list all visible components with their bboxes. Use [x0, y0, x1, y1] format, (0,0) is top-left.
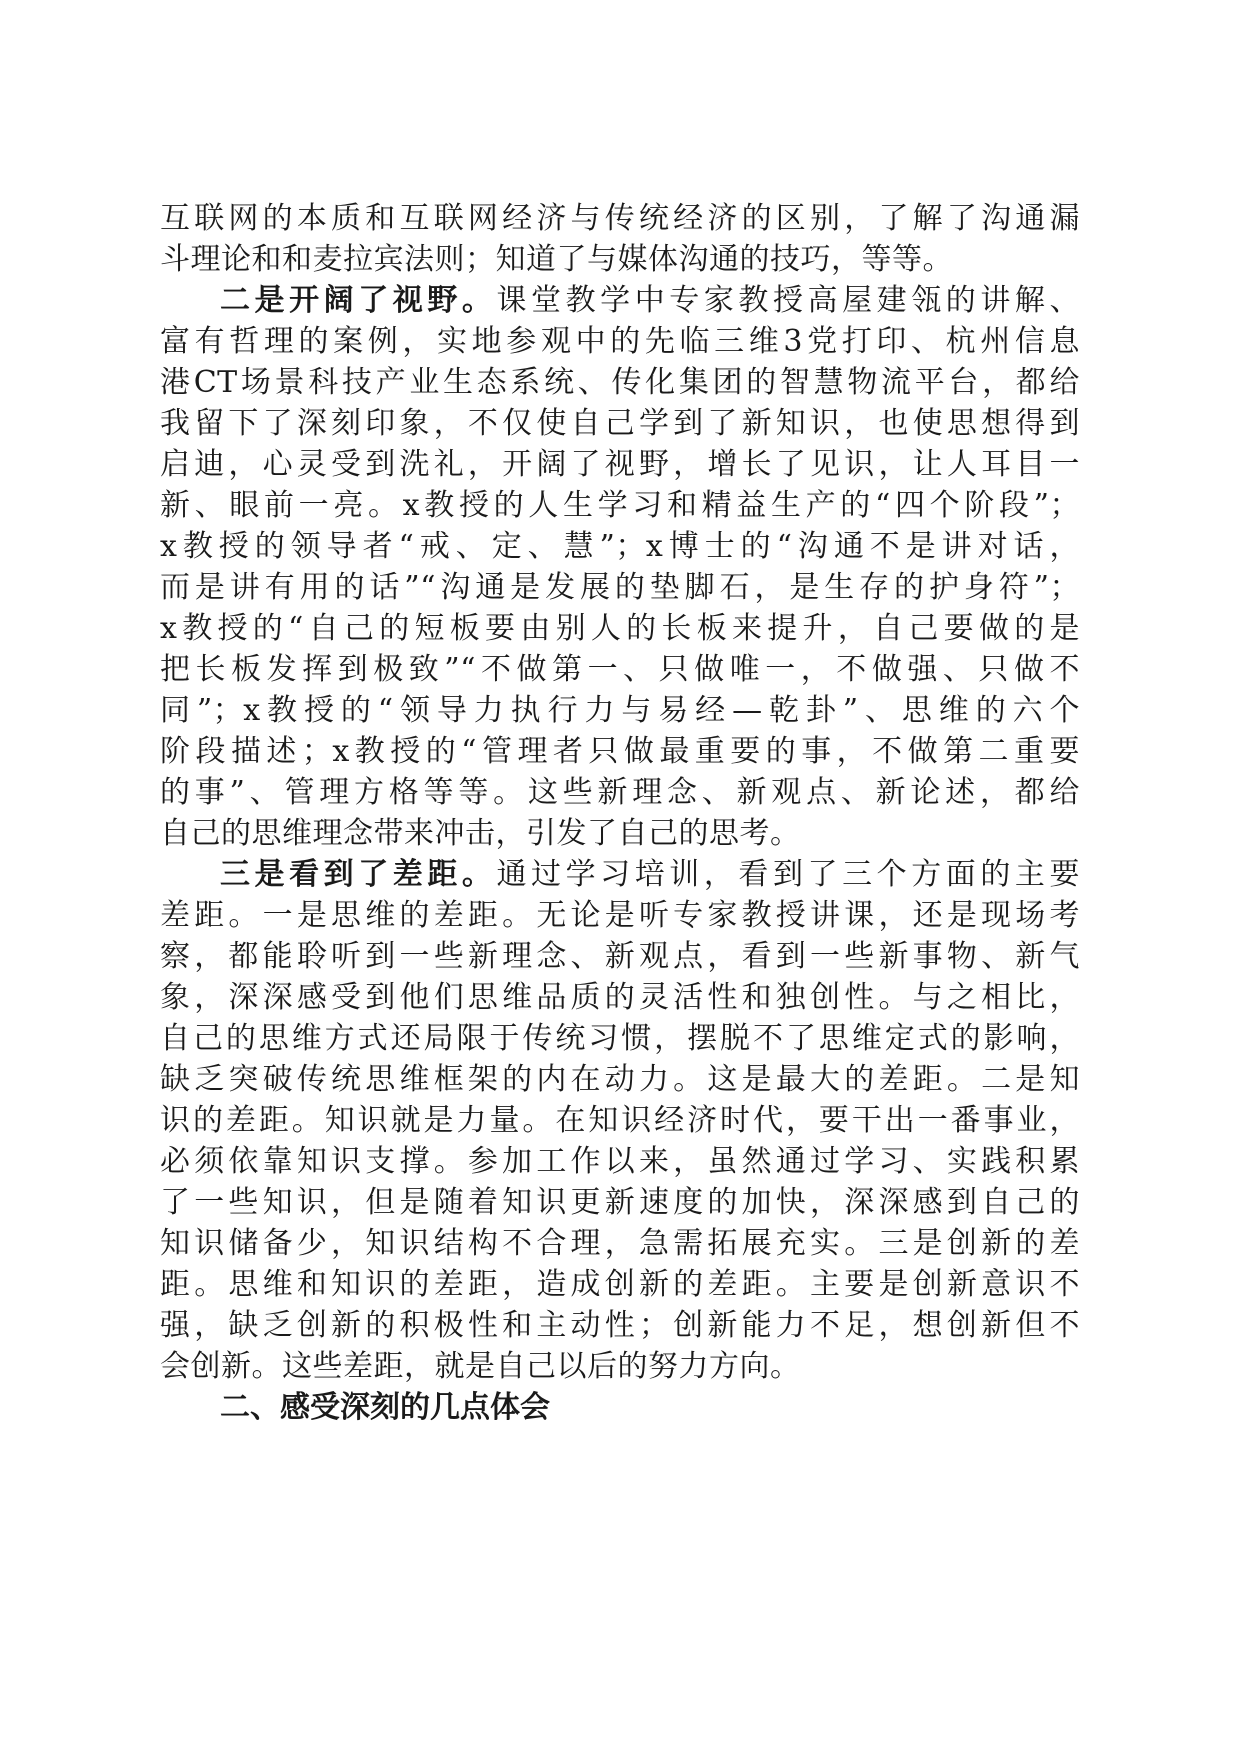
paragraph-broaden-horizon — [160, 280, 1080, 854]
text-line — [160, 280, 1080, 321]
paragraph-lead: 二是开阔了视野。 — [220, 283, 497, 318]
text-segment: 课堂教学中专家教授高屋建瓴的讲解、 — [496, 283, 1080, 318]
text-line — [160, 854, 1080, 895]
text-line: x教授的“自己的短板要由别人的长板来提升，自己要做的是 — [160, 611, 1080, 646]
text-line: 强，缺乏创新的积极性和主动性；创新能力不足，想创新但不 — [160, 1308, 1080, 1343]
paragraph-see-gaps — [160, 854, 1080, 1387]
text-line: 象，深深感受到他们思维品质的灵活性和独创性。与之相比， — [160, 980, 1080, 1015]
text-line: 自己的思维理念带来冲击，引发了自己的思考。 — [160, 816, 801, 851]
text-line: 新、眼前一亮。x教授的人生学习和精益生产的“四个阶段”； — [160, 488, 1080, 523]
text-line: 阶段描述；x教授的“管理者只做最重要的事，不做第二重要 — [160, 734, 1080, 769]
text-line: 缺乏突破传统思维框架的内在动力。这是最大的差距。二是知 — [160, 1062, 1080, 1097]
text-line: 同”；x教授的“领导力执行力与易经—乾卦”、思维的六个 — [160, 693, 1080, 728]
text-segment: 通过学习培训，看到了三个方面的主要 — [496, 857, 1080, 892]
text-line: 互联网的本质和互联网经济与传统经济的区别，了解了沟通漏 — [160, 201, 1080, 236]
text-line: 了一些知识，但是随着知识更新速度的加快，深深感到自己的 — [160, 1185, 1080, 1220]
text-line: 自己的思维方式还局限于传统习惯，摆脱不了思维定式的影响， — [160, 1021, 1080, 1056]
text-line: 把长板发挥到极致”“不做第一、只做唯一，不做强、只做不 — [160, 652, 1080, 687]
text-line: 富有哲理的案例，实地参观中的先临三维3党打印、杭州信息 — [160, 324, 1080, 359]
text-line: 差距。一是思维的差距。无论是听专家教授讲课，还是现场考 — [160, 898, 1080, 933]
text-line: 知识储备少，知识结构不合理，急需拓展充实。三是创新的差 — [160, 1226, 1080, 1261]
text-line: 港CT场景科技产业生态系统、传化集团的智慧物流平台，都给 — [160, 365, 1080, 400]
paragraph-internet — [160, 198, 1080, 280]
paragraph-lead: 三是看到了差距。 — [220, 857, 497, 892]
text-line: 我留下了深刻印象，不仅使自己学到了新知识，也使思想得到 — [160, 406, 1080, 441]
text-line: 识的差距。知识就是力量。在知识经济时代，要干出一番事业， — [160, 1103, 1080, 1138]
text-line: x教授的领导者“戒、定、慧”；x博士的“沟通不是讲对话， — [160, 529, 1080, 564]
text-line: 斗理论和和麦拉宾法则；知道了与媒体沟通的技巧，等等。 — [160, 242, 953, 277]
text-line: 距。思维和知识的差距，造成创新的差距。主要是创新意识不 — [160, 1267, 1080, 1302]
text-line: 而是讲有用的话”“沟通是发展的垫脚石，是生存的护身符”； — [160, 570, 1080, 605]
text-line: 察，都能聆听到一些新理念、新观点，看到一些新事物、新气 — [160, 939, 1080, 974]
text-line: 必须依靠知识支撑。参加工作以来，虽然通过学习、实践积累 — [160, 1144, 1080, 1179]
document-page — [160, 198, 1080, 1428]
text-line: 的事”、管理方格等等。这些新理念、新观点、新论述，都给 — [160, 775, 1080, 810]
text-line: 启迪，心灵受到洗礼，开阔了视野，增长了见识，让人耳目一 — [160, 447, 1080, 482]
section-heading: 二、感受深刻的几点体会 — [220, 1390, 550, 1425]
text-line: 会创新。这些差距，就是自己以后的努力方向。 — [160, 1349, 801, 1384]
